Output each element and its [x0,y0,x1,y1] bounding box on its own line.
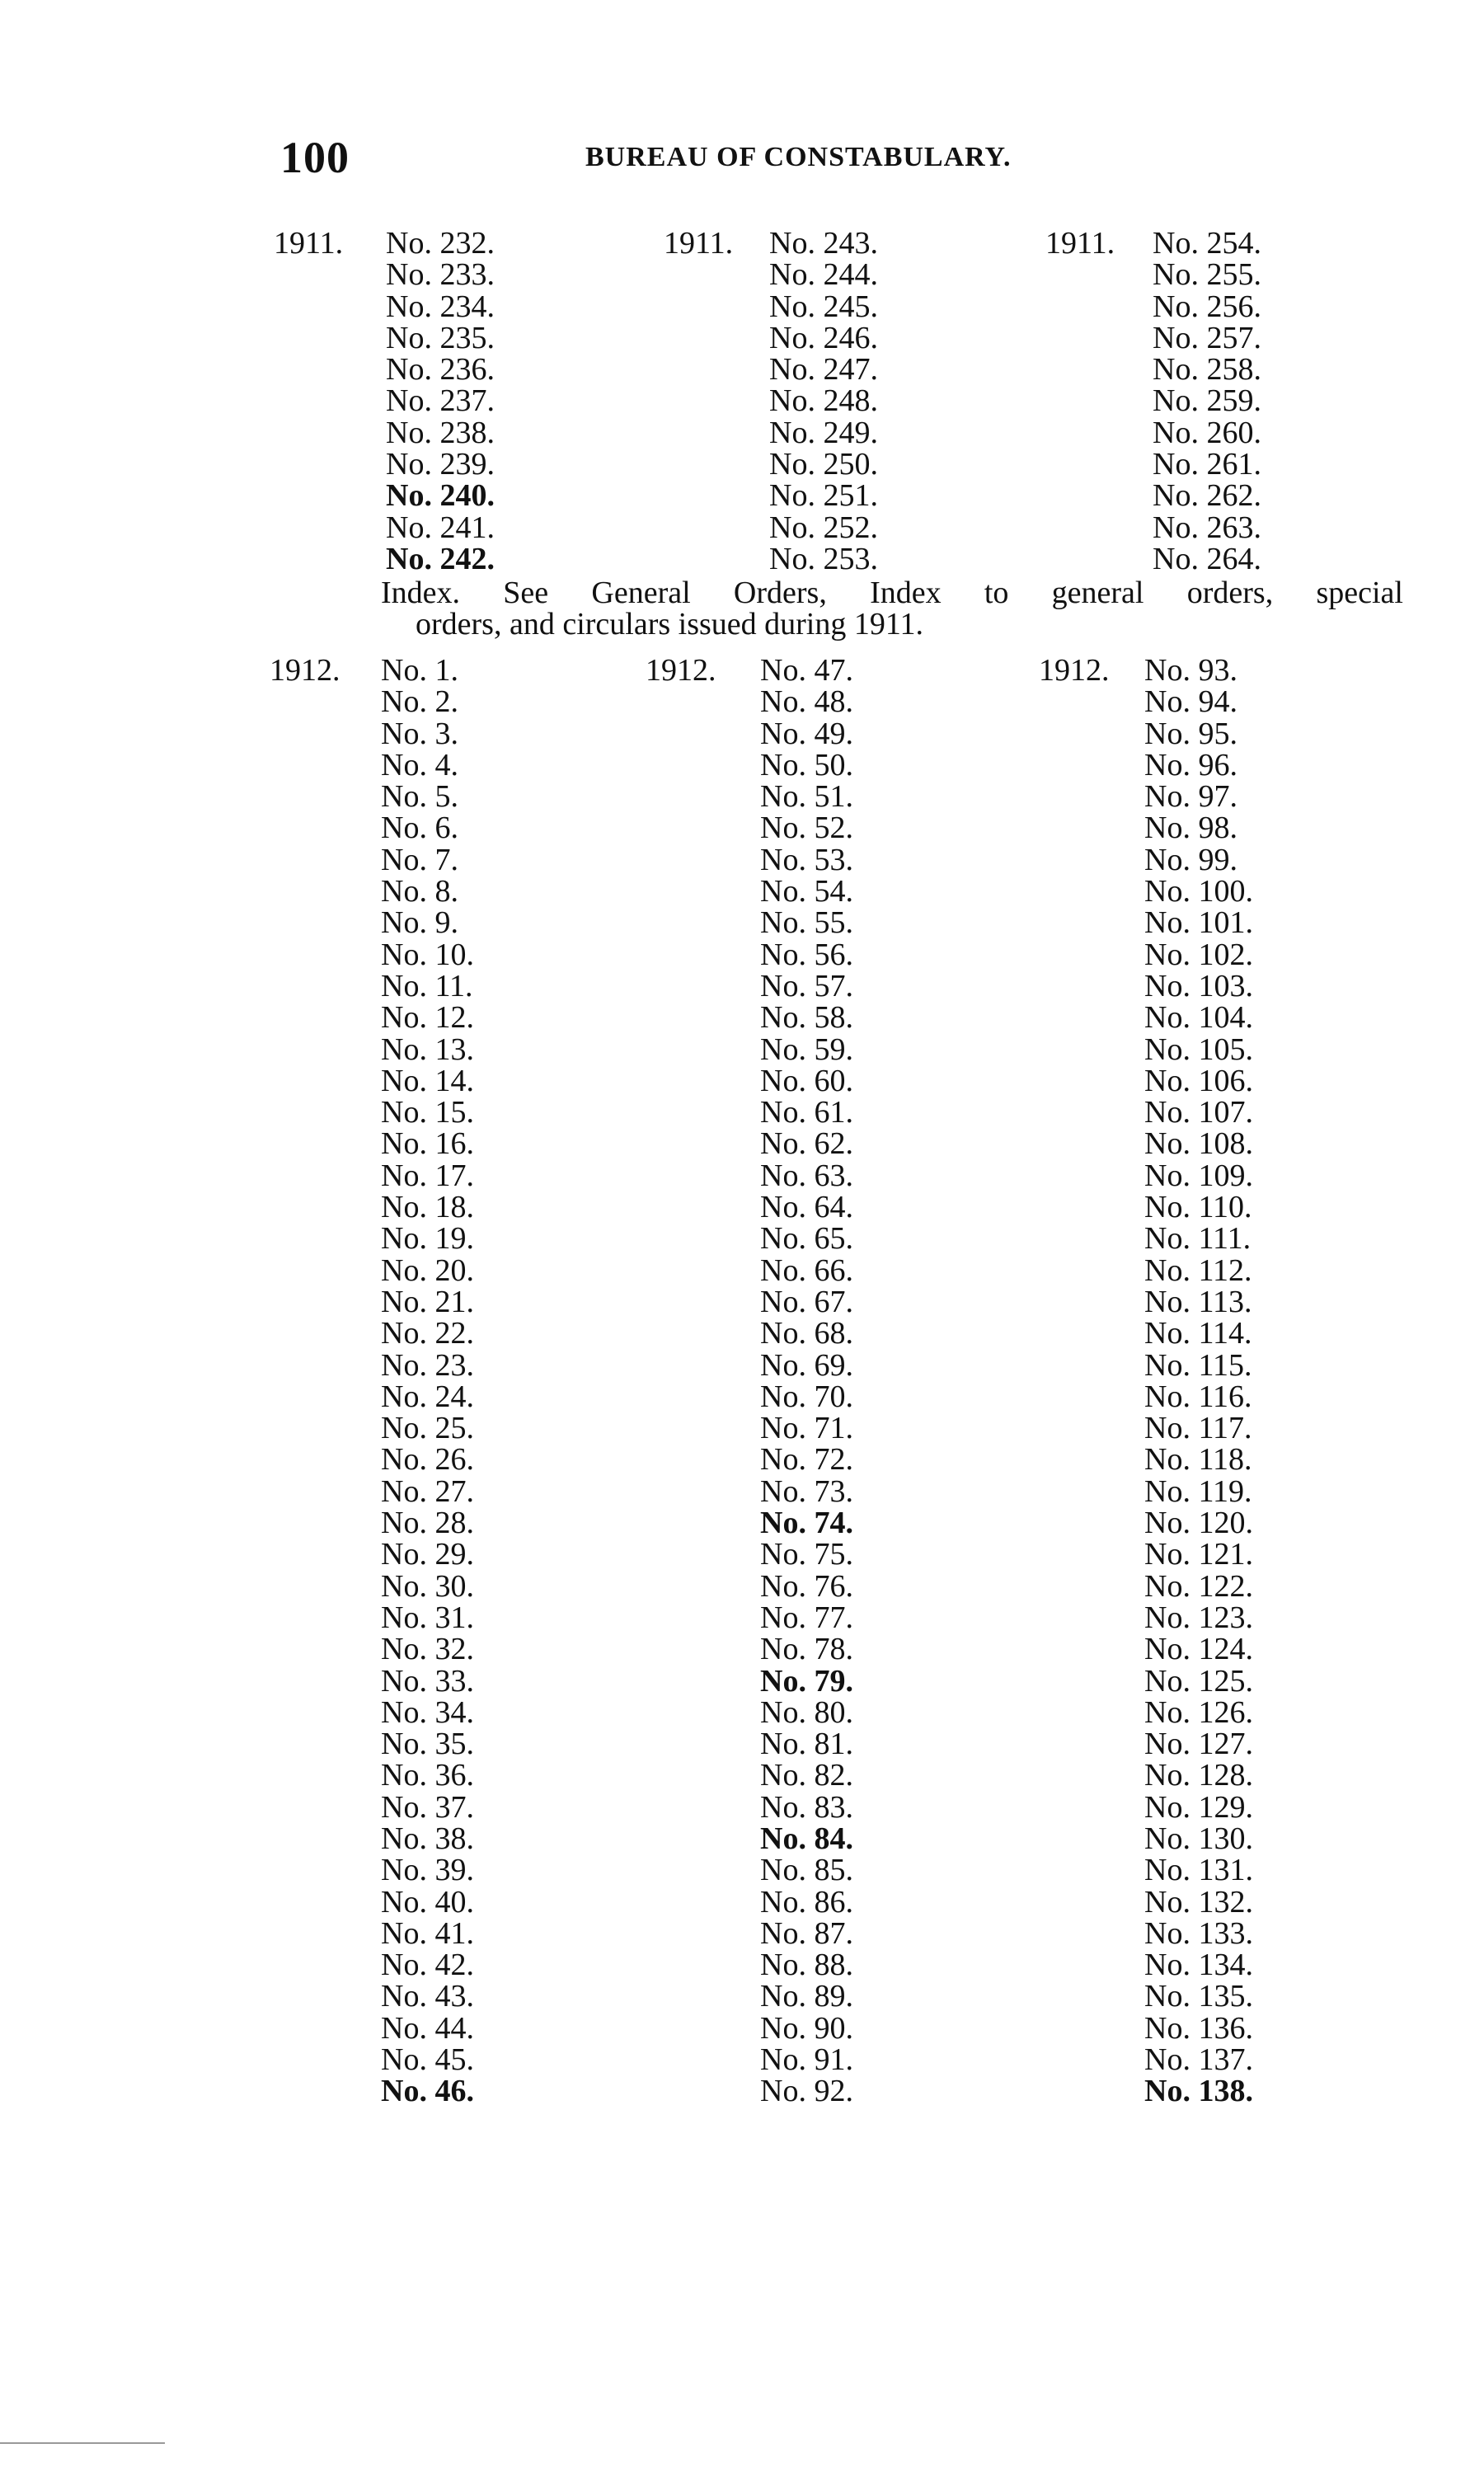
order-entry: No. 10. [381,937,474,972]
order-entry: No. 67. [760,1284,853,1319]
order-entry: No. 246. [769,320,878,355]
order-entry: No. 104. [1144,1000,1253,1036]
order-entry: No. 242. [386,541,495,576]
order-entry: No. 137. [1144,2042,1253,2078]
year-label: 1912. [1039,653,1110,688]
order-entry: No. 128. [1144,1758,1253,1793]
order-entry: No. 115. [1144,1347,1252,1383]
order-entry: No. 121. [1144,1537,1253,1572]
order-entry: No. 18. [381,1190,474,1225]
order-entry: No. 12. [381,1000,474,1036]
order-entry: No. 47. [760,653,853,688]
order-entry: No. 110. [1144,1190,1252,1225]
order-entry: No. 44. [381,2010,474,2046]
order-entry: No. 107. [1144,1095,1253,1130]
order-entry: No. 85. [760,1853,853,1888]
order-entry: No. 31. [381,1600,474,1635]
order-entry: No. 63. [760,1158,853,1193]
order-entry: No. 17. [381,1158,474,1193]
note-word: Orders, [733,576,827,610]
order-entry: No. 102. [1144,937,1253,972]
order-entry: No. 52. [760,811,853,846]
order-entry: No. 78. [760,1632,853,1667]
order-entry: No. 33. [381,1663,474,1699]
order-entry: No. 7. [381,842,458,877]
order-entry: No. 50. [760,747,853,782]
order-entry: No. 251. [769,478,878,514]
year-label: 1911. [664,226,734,261]
order-entry: No. 9. [381,905,458,941]
note-word: See [503,576,549,610]
order-entry: No. 258. [1153,352,1261,388]
order-entry: No. 55. [760,905,853,941]
order-entry: No. 8. [381,874,458,909]
order-entry: No. 120. [1144,1506,1253,1541]
note-word: to [984,576,1009,610]
order-entry: No. 238. [386,415,495,450]
order-entry: No. 37. [381,1789,474,1825]
order-entry: No. 74. [760,1506,853,1541]
order-entry: No. 23. [381,1347,474,1383]
order-entry: No. 80. [760,1694,853,1730]
order-entry: No. 16. [381,1126,474,1162]
order-entry: No. 240. [386,478,495,514]
order-entry: No. 97. [1144,779,1237,815]
order-entry: No. 255. [1153,257,1261,293]
order-entry: No. 19. [381,1221,474,1257]
order-entry: No. 27. [381,1473,474,1509]
order-entry: No. 66. [760,1252,853,1288]
order-entry: No. 263. [1153,510,1261,545]
order-entry: No. 59. [760,1031,853,1067]
index-note-line-1 [381,577,1403,609]
order-entry: No. 119. [1144,1473,1252,1509]
order-entry: No. 6. [381,811,458,846]
order-entry: No. 253. [769,541,878,576]
order-entry: No. 72. [760,1442,853,1478]
order-entry: No. 69. [760,1347,853,1383]
index-note-line-2: orders, and circulars issued during 1911. [416,607,923,641]
order-entry: No. 83. [760,1789,853,1825]
order-entry: No. 95. [1144,716,1237,751]
order-entry: No. 73. [760,1473,853,1509]
order-entry: No. 99. [1144,842,1237,877]
order-entry: No. 70. [760,1379,853,1414]
order-entry: No. 248. [769,383,878,419]
order-entry: No. 45. [381,2042,474,2078]
order-entry: No. 43. [381,1979,474,2014]
page-header [280,132,1187,190]
order-entry: No. 239. [386,447,495,482]
order-entry: No. 15. [381,1095,474,1130]
order-entry: No. 108. [1144,1126,1253,1162]
order-entry: No. 261. [1153,447,1261,482]
column-1911-c [1153,228,1261,575]
order-entry: No. 82. [760,1758,853,1793]
order-entry: No. 90. [760,2010,853,2046]
order-entry: No. 24. [381,1379,474,1414]
order-entry: No. 264. [1153,541,1261,576]
order-entry: No. 35. [381,1727,474,1762]
order-entry: No. 127. [1144,1727,1253,1762]
order-entry: No. 87. [760,1915,853,1951]
order-entry: No. 234. [386,289,495,324]
order-entry: No. 129. [1144,1789,1253,1825]
order-entry: No. 232. [386,226,495,261]
order-entry: No. 64. [760,1190,853,1225]
order-entry: No. 4. [381,747,458,782]
order-entry: No. 48. [760,684,853,720]
order-entry: No. 46. [381,2074,474,2109]
order-entry: No. 71. [760,1411,853,1446]
order-entry: No. 245. [769,289,878,324]
order-entry: No. 113. [1144,1284,1252,1319]
year-label: 1911. [1045,226,1115,261]
order-entry: No. 100. [1144,874,1253,909]
order-entry: No. 122. [1144,1568,1253,1604]
order-entry: No. 5. [381,779,458,815]
order-entry: No. 62. [760,1126,853,1162]
column-1912-c [1144,655,1253,2108]
note-word: special [1316,576,1403,610]
order-entry: No. 60. [760,1063,853,1098]
order-entry: No. 88. [760,1948,853,1983]
order-entry: No. 86. [760,1884,853,1920]
order-entry: No. 61. [760,1095,853,1130]
order-entry: No. 22. [381,1316,474,1351]
order-entry: No. 250. [769,447,878,482]
order-entry: No. 254. [1153,226,1261,261]
order-entry: No. 243. [769,226,878,261]
order-entry: No. 93. [1144,653,1237,688]
order-entry: No. 138. [1144,2074,1253,2109]
bottom-rule [0,2442,165,2444]
order-entry: No. 38. [381,1821,474,1856]
note-word: general [1051,576,1144,610]
order-entry: No. 235. [386,320,495,355]
order-entry: No. 53. [760,842,853,877]
order-entry: No. 135. [1144,1979,1253,2014]
order-entry: No. 247. [769,352,878,388]
note-word: Index. [381,576,461,610]
order-entry: No. 112. [1144,1252,1252,1288]
order-entry: No. 114. [1144,1316,1252,1351]
order-entry: No. 76. [760,1568,853,1604]
order-entry: No. 29. [381,1537,474,1572]
order-entry: No. 262. [1153,478,1261,514]
order-entry: No. 36. [381,1758,474,1793]
order-entry: No. 94. [1144,684,1237,720]
order-entry: No. 111. [1144,1221,1252,1257]
order-entry: No. 96. [1144,747,1237,782]
index-note [381,577,1403,640]
order-entry: No. 13. [381,1031,474,1067]
order-entry: No. 105. [1144,1031,1253,1067]
order-entry: No. 106. [1144,1063,1253,1098]
order-entry: No. 3. [381,716,458,751]
order-entry: No. 34. [381,1694,474,1730]
order-entry: No. 25. [381,1411,474,1446]
order-entry: No. 109. [1144,1158,1253,1193]
year-label: 1912. [270,653,340,688]
column-1911-a [386,228,495,575]
order-entry: No. 101. [1144,905,1253,941]
order-entry: No. 26. [381,1442,474,1478]
order-entry: No. 133. [1144,1915,1253,1951]
order-entry: No. 30. [381,1568,474,1604]
running-title: BUREAU OF CONSTABULARY. [585,142,1012,172]
order-entry: No. 58. [760,1000,853,1036]
order-entry: No. 56. [760,937,853,972]
order-entry: No. 54. [760,874,853,909]
order-entry: No. 236. [386,352,495,388]
order-entry: No. 244. [769,257,878,293]
order-entry: No. 77. [760,1600,853,1635]
order-entry: No. 233. [386,257,495,293]
order-entry: No. 252. [769,510,878,545]
order-entry: No. 42. [381,1948,474,1983]
page-number: 100 [280,133,350,182]
order-entry: No. 132. [1144,1884,1253,1920]
order-entry: No. 124. [1144,1632,1253,1667]
order-entry: No. 241. [386,510,495,545]
order-entry: No. 32. [381,1632,474,1667]
order-entry: No. 28. [381,1506,474,1541]
order-entry: No. 81. [760,1727,853,1762]
order-entry: No. 89. [760,1979,853,2014]
order-entry: No. 98. [1144,811,1237,846]
order-entry: No. 259. [1153,383,1261,419]
order-entry: No. 125. [1144,1663,1253,1699]
year-label: 1912. [646,653,716,688]
order-entry: No. 65. [760,1221,853,1257]
order-entry: No. 11. [381,968,473,1003]
order-entry: No. 134. [1144,1948,1253,1983]
order-entry: No. 257. [1153,320,1261,355]
order-entry: No. 75. [760,1537,853,1572]
order-entry: No. 79. [760,1663,853,1699]
order-entry: No. 20. [381,1252,474,1288]
order-entry: No. 123. [1144,1600,1253,1635]
order-entry: No. 57. [760,968,853,1003]
order-entry: No. 68. [760,1316,853,1351]
order-entry: No. 41. [381,1915,474,1951]
column-1912-b [760,655,853,2108]
year-label: 1911. [274,226,344,261]
order-entry: No. 84. [760,1821,853,1856]
order-entry: No. 118. [1144,1442,1252,1478]
order-entry: No. 116. [1144,1379,1252,1414]
order-entry: No. 131. [1144,1853,1253,1888]
order-entry: No. 51. [760,779,853,815]
column-1912-a [381,655,474,2108]
order-entry: No. 91. [760,2042,853,2078]
order-entry: No. 249. [769,415,878,450]
order-entry: No. 49. [760,716,853,751]
note-word: Index [870,576,942,610]
order-entry: No. 237. [386,383,495,419]
order-entry: No. 39. [381,1853,474,1888]
order-entry: No. 2. [381,684,458,720]
order-entry: No. 126. [1144,1694,1253,1730]
order-entry: No. 14. [381,1063,474,1098]
order-entry: No. 92. [760,2074,853,2109]
note-word: orders, [1186,576,1274,610]
column-1911-b [769,228,878,575]
note-word: General [591,576,691,610]
order-entry: No. 130. [1144,1821,1253,1856]
order-entry: No. 103. [1144,968,1253,1003]
order-entry: No. 256. [1153,289,1261,324]
order-entry: No. 117. [1144,1411,1252,1446]
order-entry: No. 40. [381,1884,474,1920]
order-entry: No. 1. [381,653,458,688]
order-entry: No. 21. [381,1284,474,1319]
order-entry: No. 260. [1153,415,1261,450]
order-entry: No. 136. [1144,2010,1253,2046]
